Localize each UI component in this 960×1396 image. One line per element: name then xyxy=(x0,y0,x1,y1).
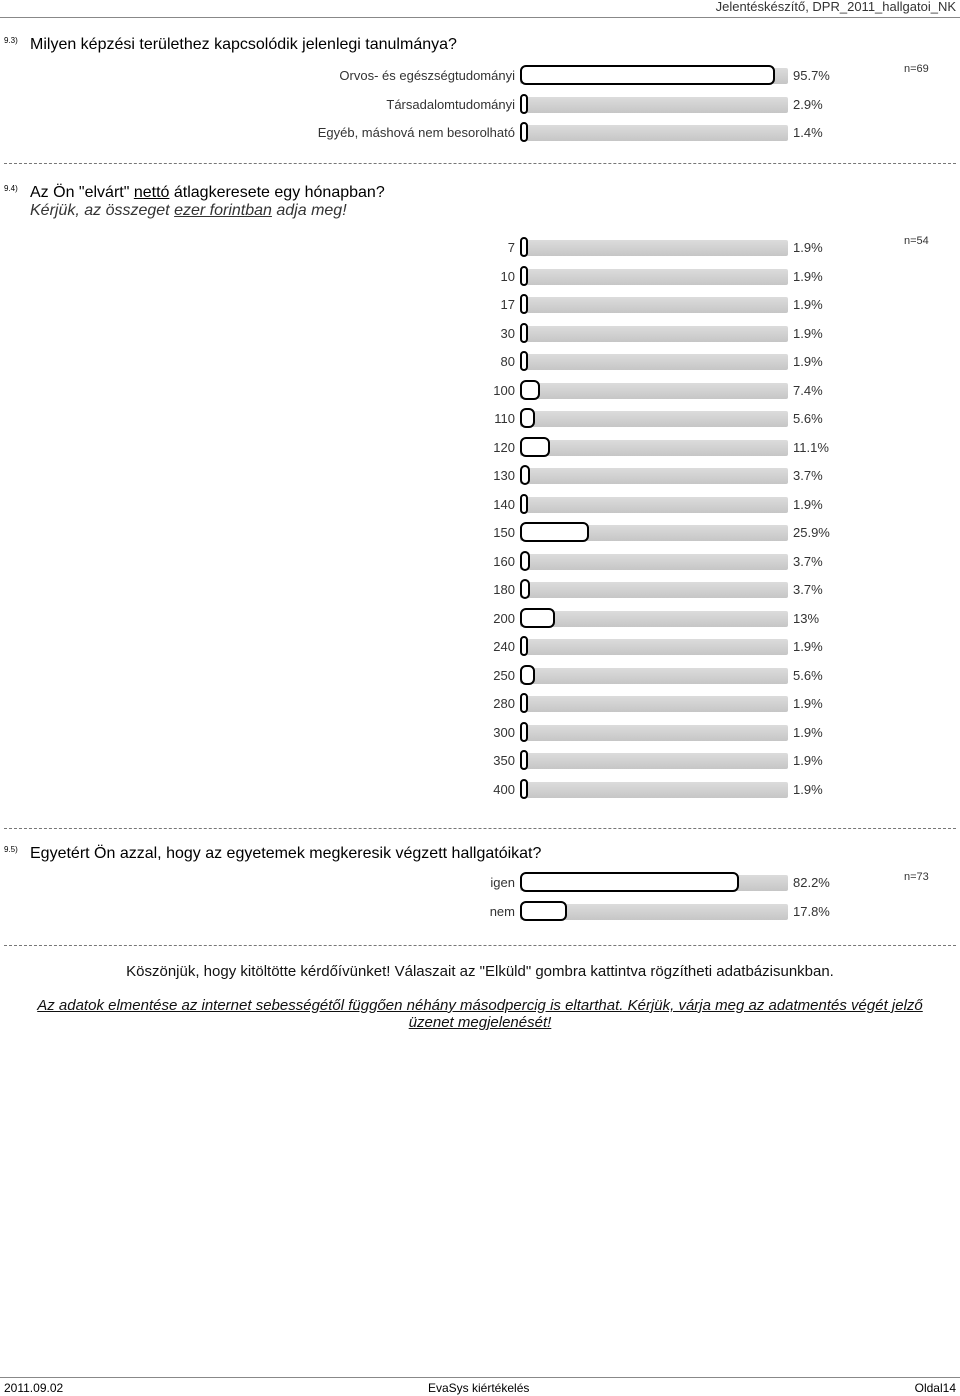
answer-row xyxy=(0,379,960,403)
answer-label: 10 xyxy=(500,268,515,284)
respondent-count: n=69 xyxy=(904,63,929,75)
percentage-bar xyxy=(520,636,528,656)
answer-percentage: 3.7% xyxy=(793,468,823,483)
question-number: 9.3) xyxy=(4,36,18,45)
answer-percentage: 1.9% xyxy=(793,696,823,711)
percentage-bar xyxy=(520,351,528,371)
answer-label: 250 xyxy=(493,667,515,683)
answer-percentage: 1.9% xyxy=(793,325,823,341)
bar-track xyxy=(520,354,788,370)
instruction-part: adja meg! xyxy=(271,202,347,219)
answer-row xyxy=(0,121,960,145)
percentage-bar xyxy=(520,722,528,742)
answer-label: 80 xyxy=(500,354,515,369)
answer-row xyxy=(0,64,960,88)
bar-track xyxy=(520,497,788,513)
answer-row xyxy=(0,407,960,431)
bar-track xyxy=(520,297,788,313)
save-notice xyxy=(0,997,960,1031)
section-divider xyxy=(4,945,956,946)
percentage-bar xyxy=(520,94,528,114)
question-text: Egyetért Ön azzal, hogy az egyetemek megkeresik végzett hallgatóikat? xyxy=(30,845,542,862)
percentage-bar xyxy=(520,665,535,685)
answer-percentage: 1.9% xyxy=(793,297,823,312)
bar-track xyxy=(520,97,788,113)
answer-percentage: 1.9% xyxy=(793,496,823,512)
answer-label: 200 xyxy=(493,610,515,626)
percentage-bar xyxy=(520,65,775,85)
instruction-emphasis: ezer forintban xyxy=(174,202,272,219)
bar-track xyxy=(520,383,788,399)
question-instruction xyxy=(30,202,347,220)
percentage-bar xyxy=(520,872,739,892)
answer-percentage: 1.9% xyxy=(793,639,823,654)
bar-track xyxy=(520,753,788,769)
answer-row xyxy=(0,749,960,773)
percentage-bar xyxy=(520,693,528,713)
percentage-bar xyxy=(520,551,530,571)
answer-percentage: 1.9% xyxy=(793,268,823,284)
percentage-bar xyxy=(520,237,528,257)
answer-row xyxy=(0,778,960,802)
answer-label: 180 xyxy=(493,582,515,597)
answer-row xyxy=(0,350,960,374)
bar-track xyxy=(520,725,788,741)
answer-row xyxy=(0,664,960,688)
bar-track xyxy=(520,582,788,598)
bar-track xyxy=(520,269,788,285)
bar-track xyxy=(520,240,788,256)
answer-label: 17 xyxy=(500,297,515,312)
answer-label: 150 xyxy=(493,525,515,540)
respondent-count: n=73 xyxy=(904,871,929,883)
answer-row xyxy=(0,871,960,895)
percentage-bar xyxy=(520,122,528,142)
bar-track xyxy=(520,639,788,655)
question-number: 9.5) xyxy=(4,845,18,854)
report-title: Jelentéskészítő, DPR_2011_hallgatoi_NK xyxy=(715,0,956,14)
instruction-part: Kérjük, az összeget xyxy=(30,202,175,219)
answer-row xyxy=(0,436,960,460)
question-number: 9.4) xyxy=(4,184,18,193)
footer-center: EvaSys kiértékelés xyxy=(428,1381,530,1395)
question-text-part: Az Ön "elvárt" xyxy=(30,184,134,201)
answer-percentage: 1.9% xyxy=(793,354,823,369)
answer-row xyxy=(0,464,960,488)
answer-percentage: 11.1% xyxy=(793,439,829,455)
bar-track xyxy=(520,696,788,712)
answer-percentage: 5.6% xyxy=(793,411,823,426)
answer-row xyxy=(0,721,960,745)
answer-percentage: 3.7% xyxy=(793,582,823,597)
answer-row xyxy=(0,578,960,602)
answer-label: Orvos- és egészségtudományi xyxy=(339,68,515,83)
answer-percentage: 1.9% xyxy=(793,781,823,797)
answer-label: 120 xyxy=(493,439,515,455)
answer-row xyxy=(0,236,960,260)
answer-percentage: 3.7% xyxy=(793,553,823,569)
answer-row xyxy=(0,900,960,924)
page-footer xyxy=(0,1377,960,1396)
percentage-bar xyxy=(520,608,555,628)
answer-label: 400 xyxy=(493,781,515,797)
percentage-bar xyxy=(520,266,528,286)
bar-track xyxy=(520,468,788,484)
footer-page: Oldal14 xyxy=(914,1381,956,1395)
answer-label: Társadalomtudományi xyxy=(386,96,515,112)
answer-percentage: 82.2% xyxy=(793,875,830,890)
save-notice-line2: üzenet megjelenését! xyxy=(408,1014,552,1031)
answer-percentage: 7.4% xyxy=(793,382,823,398)
question-text-part: átlagkeresete egy hónapban? xyxy=(169,184,385,201)
answer-label: 240 xyxy=(493,639,515,654)
percentage-bar xyxy=(520,750,528,770)
percentage-bar xyxy=(520,437,550,457)
answer-label: 280 xyxy=(493,696,515,711)
answer-percentage: 2.9% xyxy=(793,96,823,112)
answer-row xyxy=(0,607,960,631)
answer-percentage: 95.7% xyxy=(793,68,830,83)
answer-label: 130 xyxy=(493,468,515,483)
bar-track xyxy=(520,125,788,141)
bar-track xyxy=(520,554,788,570)
answer-label: 160 xyxy=(493,553,515,569)
question-text: Milyen képzési területhez kapcsolódik jelenlegi tanulmánya? xyxy=(30,36,457,53)
section-divider xyxy=(4,828,956,829)
percentage-bar xyxy=(520,294,528,314)
bar-track xyxy=(520,668,788,684)
answer-label: 110 xyxy=(494,411,515,426)
answer-percentage: 1.9% xyxy=(793,724,823,740)
bar-track xyxy=(520,611,788,627)
percentage-bar xyxy=(520,408,535,428)
answer-percentage: 25.9% xyxy=(793,525,830,540)
percentage-bar xyxy=(520,579,530,599)
report-header xyxy=(0,0,960,18)
question-text xyxy=(30,184,385,202)
percentage-bar xyxy=(520,465,530,485)
answer-label: 30 xyxy=(500,325,515,341)
section-divider xyxy=(4,163,956,164)
answer-label: Egyéb, máshová nem besorolható xyxy=(317,125,515,140)
bar-track xyxy=(520,782,788,798)
save-notice-line1: Az adatok elmentése az internet sebességétől függően néhány másodpercig is eltarthat. Kérjük, várja meg az adatmentés végét jelző xyxy=(37,997,923,1014)
percentage-bar xyxy=(520,522,589,542)
answer-label: nem xyxy=(489,903,515,919)
answer-label: 350 xyxy=(493,753,515,768)
answer-label: 300 xyxy=(493,724,515,740)
answer-percentage: 5.6% xyxy=(793,667,823,683)
bar-track xyxy=(520,326,788,342)
answer-row xyxy=(0,493,960,517)
answer-row xyxy=(0,293,960,317)
percentage-bar xyxy=(520,380,540,400)
bar-track xyxy=(520,440,788,456)
answer-row xyxy=(0,93,960,117)
answer-row xyxy=(0,265,960,289)
answer-percentage: 1.4% xyxy=(793,125,823,140)
answer-label: 140 xyxy=(493,496,515,512)
answer-row xyxy=(0,550,960,574)
answer-percentage: 1.9% xyxy=(793,240,823,255)
answer-percentage: 1.9% xyxy=(793,753,823,768)
answer-label: 100 xyxy=(493,382,515,398)
percentage-bar xyxy=(520,901,567,921)
percentage-bar xyxy=(520,494,528,514)
answer-row xyxy=(0,635,960,659)
answer-row xyxy=(0,692,960,716)
bar-track xyxy=(520,411,788,427)
percentage-bar xyxy=(520,323,528,343)
answer-row xyxy=(0,521,960,545)
thank-you-message: Köszönjük, hogy kitöltötte kérdőívünket! Válaszait az "Elküld" gombra kattintva rögzítheti adatbázisunkban. xyxy=(126,963,834,980)
question-text-emphasis: nettó xyxy=(133,184,170,201)
footer-date: 2011.09.02 xyxy=(4,1381,64,1395)
percentage-bar xyxy=(520,779,528,799)
answer-percentage: 17.8% xyxy=(793,903,830,919)
answer-label: 7 xyxy=(507,240,515,255)
respondent-count: n=54 xyxy=(904,235,929,247)
answer-percentage: 13% xyxy=(793,610,820,626)
answer-row xyxy=(0,322,960,346)
answer-label: igen xyxy=(490,875,515,890)
